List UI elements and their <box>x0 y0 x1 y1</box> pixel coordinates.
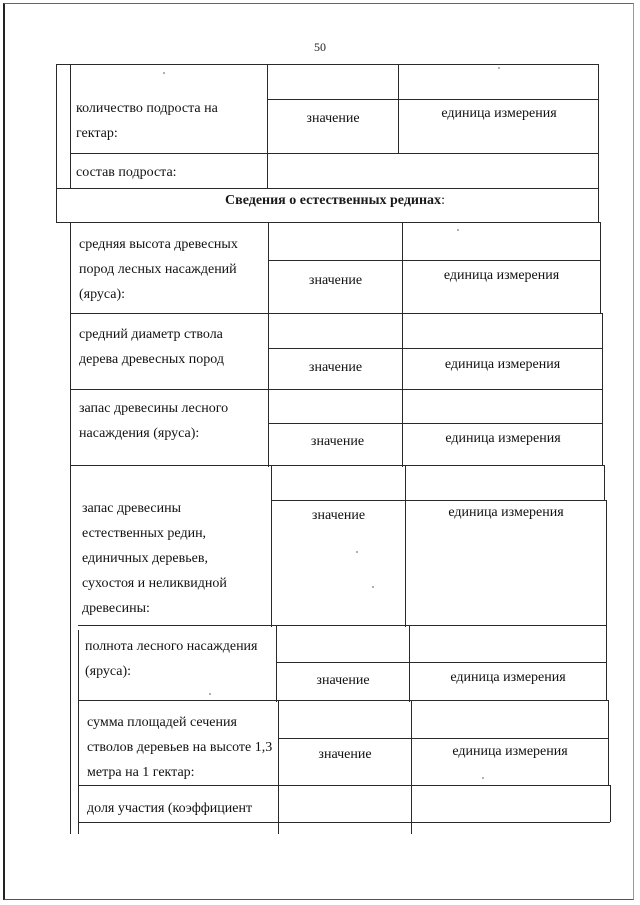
value-header: значение <box>310 434 365 449</box>
label-avg-height: средняя высота древесных пород лесных насаждений (яруса): <box>79 237 238 302</box>
unit-header: единица измерения <box>441 106 557 121</box>
value-header: значение <box>318 747 372 762</box>
scan-speck <box>163 72 165 74</box>
unit-header: единица измерения <box>452 744 568 759</box>
value-header: значение <box>311 508 366 523</box>
unit-header: единица измерения <box>448 505 564 520</box>
value-header: значение <box>316 673 370 688</box>
section-title: Сведения о естественных рединах: <box>225 193 445 208</box>
value-header: значение <box>308 360 363 375</box>
label-undergrowth-count: количество подроста на гектар: <box>76 101 218 141</box>
unit-header: единица измерения <box>445 431 561 446</box>
label-wood-stock-natural: запас древесины естественных редин, единичных деревьев, сухостоя и неликвидной древесины: <box>82 501 227 616</box>
scan-speck <box>498 67 500 69</box>
scan-speck <box>457 229 459 231</box>
unit-header: единица измерения <box>443 268 560 283</box>
page-number: 50 <box>314 40 326 54</box>
label-participation-share: доля участия (коэффициент <box>87 801 253 816</box>
scan-speck <box>482 777 484 779</box>
value-header: значение <box>306 111 360 126</box>
label-basal-area: сумма площадей сечения стволов деревьев на высоте 1,3 метра на 1 гектар: <box>87 715 273 780</box>
label-undergrowth-composition: состав подроста: <box>76 165 177 180</box>
unit-header: единица измерения <box>450 670 566 685</box>
value-header: значение <box>308 273 363 288</box>
label-avg-diameter: средний диаметр ствола дерева древесных пород <box>79 327 224 367</box>
label-wood-stock: запас древесины лесного насаждения (яруса): <box>79 401 229 441</box>
scan-speck <box>356 551 358 553</box>
unit-header: единица измерения <box>444 357 561 372</box>
scan-speck <box>372 586 374 588</box>
scan-speck <box>209 693 211 695</box>
label-stand-density: полнота лесного насаждения (яруса): <box>85 639 258 679</box>
